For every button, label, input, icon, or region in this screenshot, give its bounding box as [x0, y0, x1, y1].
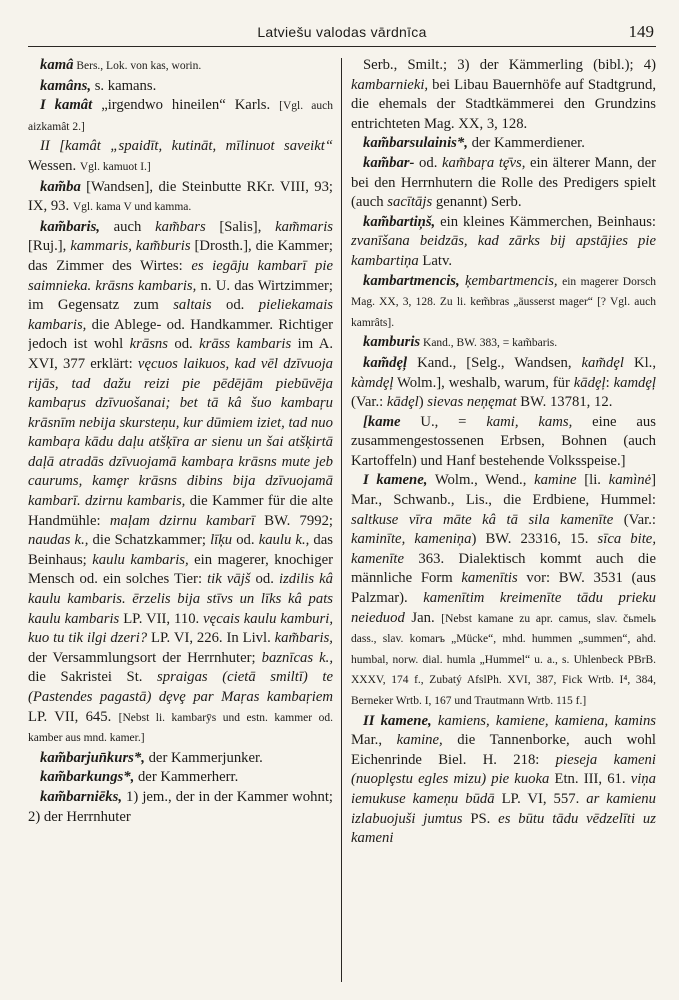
entry-text: die Schatzkammer; — [88, 532, 211, 549]
entry-text: izdilis kâ kaulu kambaris. ērzelis bija stīvs un līks kâ pats kaulu kambaris — [28, 571, 333, 627]
entry-text: „irgendwo hineilen“ Karls. — [92, 97, 280, 114]
entry-text: ein magerer Dorsch Mag. XX, 3, 128. Zu li. kem̃bras „äusserst mager“ [? Vgl. auch kamrâts]. — [351, 275, 656, 329]
entry-text: die Sakristei St. — [28, 669, 158, 686]
running-title: Latviešu valodas vārdnīca — [257, 24, 427, 40]
entry-text: kamenītim kreimenīte tādu prieku neieduod — [351, 590, 656, 626]
entry-text: Serb., Smilt.; 3) der Kämmerling (bibl.); 4) — [363, 57, 656, 73]
entry-text: der Kammerdiener. — [467, 135, 585, 152]
dictionary-entry — [351, 134, 656, 154]
entry-headword: kambartmencis, — [363, 272, 460, 289]
entry-text: Kl., — [623, 354, 656, 371]
entry-text: kamine, — [396, 732, 443, 749]
entry-text: kam̃dȩl — [581, 354, 624, 371]
dictionary-entry — [351, 471, 656, 711]
entry-text: [Nebst kamane zu apr. camus, slav. čьmelь dass., slav. komarъ „Mücke“, mhd. hummen „summen“, ahd. humbal, norw. dial. humla „Hummel“ u. a., s. Uhlenbeck PBrB. XXXV, 174 f., Zubatý AfslPh. XVI, 387, Fick Wrtb. I⁴, 384, Berneker Wrtb. I, 167 und Trautmann Wrtb. 115 f.] — [351, 612, 656, 707]
text-columns — [28, 56, 656, 986]
entry-text: kādȩl — [386, 394, 419, 411]
dictionary-entry — [28, 137, 333, 177]
column-divider — [341, 58, 342, 982]
entry-text: od. — [250, 571, 279, 588]
entry-text: die Kammer für die alte Handmühle: — [28, 493, 333, 529]
entry-headword: kam̃bartiņš, — [363, 213, 436, 230]
entry-text: [Vgl. auch aizkamât 2.] — [28, 100, 333, 133]
entry-text: krāsns — [129, 336, 168, 353]
page-header — [28, 22, 656, 47]
entry-text: Wessen. — [28, 157, 80, 174]
entry-text: es iegāju kambarī pie saimnieka. krāsns kambaris, — [28, 257, 333, 294]
entry-text: Wolm., Wend., — [427, 472, 535, 489]
entry-text: kam̃baris, — [274, 630, 333, 647]
entry-text: od. — [232, 532, 259, 549]
entry-text: sievas neņęmat — [427, 394, 517, 411]
entry-text: vęcuos laikuos, kad vēl dzīvuoja rijās, tad dažu reizi pie pēdējām piebūvēja kambaŗus dzīvuošanai; bet tā kâ šuo kambaŗu krāsnīm nebija skursteņu, kur dūmiem iziet, tad nuo kambaŗa kādu daļu atšķīra ar sienu un šai atšķirtā daļā atradās dzīvuojamā kambaŗa krāsns mute jeb caurums, kamȩr krāsns dibins bija dzīvuojamā kambarī. dzirnu kambaris, — [28, 355, 333, 510]
entry-text: vęcais kaulu kamburi, kuo tu tik ilgi dzeri? — [28, 610, 333, 647]
entry-text: kambarnieki, — [351, 76, 429, 93]
entry-text: baznīcas k., — [261, 649, 333, 666]
entry-headword: kam̃baris, — [40, 218, 100, 235]
entry-text: līķu — [210, 532, 233, 549]
entry-text: ) BW. 23316, 15. — [471, 531, 598, 548]
entry-text: krāss kambaris — [199, 336, 292, 353]
entry-text: [Ruj.], — [28, 238, 71, 255]
entry-text: vor: BW. 3531 (aus Palzmar). — [351, 570, 656, 607]
entry-text: [Nebst li. kambarȳs und estn. kammer od. kamber aus mnd. kamer.] — [28, 711, 333, 745]
entry-headword: kamâns, — [40, 77, 92, 94]
left-column — [28, 56, 333, 986]
entry-text: [Salis], — [205, 218, 276, 235]
dictionary-entry — [28, 749, 333, 769]
entry-text: 1) jem., der in der Kammer wohnt; 2) der Herrnhuter — [28, 788, 333, 825]
entry-headword: kam̃dȩļ — [363, 354, 408, 371]
entry-text: LP. VI, 226. In Livl. — [147, 630, 275, 647]
entry-text: sacītājs — [387, 194, 433, 211]
entry-text: ķembartmencis, — [465, 272, 558, 289]
entry-headword: kam̃ba — [40, 178, 81, 195]
dictionary-entry — [28, 96, 333, 137]
dictionary-entry — [351, 154, 656, 213]
entry-text: U., = — [400, 413, 487, 430]
entry-text: PS. — [462, 810, 499, 827]
entry-text: kami, kams, — [486, 413, 573, 430]
entry-text: es būtu tādu vēdzelīti uz kameni — [351, 810, 656, 847]
entry-text: kam̃baŗa tȩ̄vs, — [442, 154, 526, 171]
dictionary-entry — [28, 218, 333, 749]
entry-text: Vgl. kamuot I.] — [79, 160, 151, 173]
entry-text: LP. VI, 557. — [494, 790, 587, 807]
dictionary-entry — [351, 272, 656, 334]
entry-text: BW. 13781, 12. — [516, 394, 613, 411]
entry-headword: kam̃bar- — [363, 154, 415, 171]
entry-text: kàmdȩļ — [351, 374, 394, 391]
dictionary-entry — [28, 768, 333, 788]
entry-text: n. U. das Wirtzimmer; im Gegensatz zum — [28, 277, 333, 314]
entry-text: Kand., BW. 383, = kam̃baris. — [420, 337, 558, 350]
entry-headword: kamâ — [40, 57, 74, 73]
entry-text: Jan. — [404, 609, 442, 626]
entry-text: der Kammerherr. — [134, 769, 239, 786]
entry-headword: I kamât — [40, 97, 93, 114]
entry-headword: kam̃barsulainis*, — [363, 135, 468, 152]
entry-headword: II kamene, — [363, 712, 432, 729]
entry-text: tik vājš — [207, 571, 251, 588]
entry-text: Latv. — [418, 252, 453, 269]
entry-text: II [kamât „spaidīt, kutināt, mīlinuot saveikt“ — [40, 138, 333, 155]
entry-text: Kand., [Selg., Wandsen, — [407, 354, 582, 371]
entry-text: kamenītis — [461, 570, 518, 587]
entry-text: der Kammerjunker. — [144, 749, 263, 766]
entry-text: od. — [414, 154, 443, 171]
entry-text: ein kleines Kämmerchen, Beinhaus: — [435, 213, 656, 230]
dictionary-entry — [351, 213, 656, 272]
entry-text: viņa iemukuse kameņu būdā — [351, 771, 656, 807]
dictionary-entry — [28, 788, 333, 827]
entry-text: BW. 7992; — [254, 512, 333, 529]
entry-headword: [kame — [363, 413, 401, 430]
entry-headword: kam̃barniēks, — [40, 788, 123, 805]
entry-text: (Var.: — [351, 394, 387, 411]
entry-text: Wolm.], weshalb, warum, für — [393, 374, 574, 391]
entry-text: ] Mar., Schwanb., Lis., die Erdbiene, Hummel: — [351, 472, 656, 509]
entry-text: Bers., Lok. von kas, worin. — [73, 60, 202, 72]
entry-text: kaulu k., — [258, 532, 310, 549]
entry-text: ar kamienu izlabuojuši jumtus — [351, 790, 656, 827]
entry-text: maļam dzirnu kambarī — [109, 512, 255, 529]
entry-text: genannt) Serb. — [432, 194, 522, 211]
entry-headword: I kamene, — [363, 472, 428, 489]
entry-text: ) — [418, 394, 428, 411]
entry-text: ein magerer, knochiger Mensch od. ein solches Tier: — [28, 551, 333, 588]
entry-text: kamìnė — [608, 472, 652, 489]
entry-text: kammaris, kam̃buris — [70, 238, 191, 255]
entry-text: kamine — [534, 472, 577, 489]
entry-text: saltais — [173, 297, 212, 314]
entry-text: 363. Dialektisch kommt auch die männliche Form — [351, 550, 656, 587]
entry-text: Mar., — [351, 732, 397, 749]
entry-text: Vgl. kama V und kamma. — [72, 201, 192, 214]
entry-text: : — [605, 374, 614, 391]
dictionary-entry — [28, 77, 333, 97]
entry-text: spraigas (cietā smiltī) te (Pastendes pagastā) dȩvȩ par Maŗas kambaŗiem — [28, 669, 333, 705]
entry-text: im A. XVI, 377 erklärt: — [28, 336, 333, 372]
entry-text: die Tannenborke, auch wohl Eichenrinde Biel. H. 218: — [351, 732, 656, 768]
entry-text: auch — [99, 218, 156, 235]
entry-text: zvanīšana beidzās, kad zārks bij apstājies pie kambartiņa — [351, 233, 656, 269]
dictionary-entry — [351, 354, 656, 413]
entry-text: od. — [167, 336, 200, 353]
entry-text: s. kamans. — [91, 77, 157, 94]
dictionary-entry — [28, 56, 333, 77]
right-column — [351, 56, 656, 986]
entry-text: sīca bite, kamenīte — [351, 531, 656, 567]
entry-text: od. — [211, 297, 259, 314]
entry-text: saltkuse vīra māte kâ tā sila kamenīte — [351, 511, 614, 528]
dictionary-entry — [351, 56, 656, 134]
entry-text: [Wandsen], die Steinbutte RKr. VIII, 93; IX, 93. — [28, 178, 333, 215]
dictionary-entry — [351, 413, 656, 472]
entry-text: Etn. III, 61. — [549, 771, 631, 788]
entry-headword: kam̃barkungs*, — [40, 769, 135, 786]
entry-text: die Ablege- od. Handkammer. Richtiger jedoch ist wohl — [28, 316, 333, 353]
entry-headword: kam̃barjun̄kurs*, — [40, 749, 145, 766]
entry-text: der Versammlungsort der Herrnhuter; — [28, 649, 262, 666]
page-number: 149 — [628, 22, 654, 41]
entry-text: kam̃maris — [275, 218, 333, 235]
entry-text: eine aus zusammengestossenen Erbsen, Bohnen (auch Kartoffeln) und Hanf bestehende Volksspeise.] — [351, 413, 656, 469]
entry-text: kam̃bars — [155, 218, 206, 235]
entry-text: das Beinhaus; — [28, 532, 333, 568]
dictionary-entry — [351, 712, 656, 849]
entry-text: [li. — [576, 472, 609, 489]
entry-text: bei Libau Bauernhöfe auf Stadtgrund, die ehemals der Stadtkämmerei den Grundzins entrichteten Mag. XX, 3, 128. — [351, 76, 656, 132]
entry-text: kamdȩļ — [613, 374, 656, 391]
entry-text: kādȩļ — [573, 374, 606, 391]
entry-text: pieliekamais kambaris, — [28, 297, 333, 333]
entry-text: kaminīte, kameniņa — [351, 531, 472, 548]
dictionary-entry — [351, 333, 656, 354]
entry-text: pieseja kameni (nuoplȩstu egles mizu) pie kuoka — [351, 751, 656, 788]
entry-headword: kamburis — [363, 334, 421, 351]
entry-text: (Var.: — [613, 511, 656, 528]
dictionary-entry — [28, 178, 333, 218]
entry-text: kaulu kambaris, — [92, 551, 189, 568]
entry-text: ein älterer Mann, der bei den Herrnhutern die Rolle des Predigers spielt (auch — [351, 154, 656, 211]
entry-text: [Drosth.], die Kammer; das Zimmer des Wirtes: — [28, 238, 333, 274]
entry-text: naudas k., — [28, 532, 89, 549]
entry-text: LP. VII, 110. — [119, 610, 204, 627]
entry-text: kamiens, kamiene, kamiena, kamins — [437, 712, 656, 729]
entry-text: LP. VII, 645. — [28, 708, 119, 725]
